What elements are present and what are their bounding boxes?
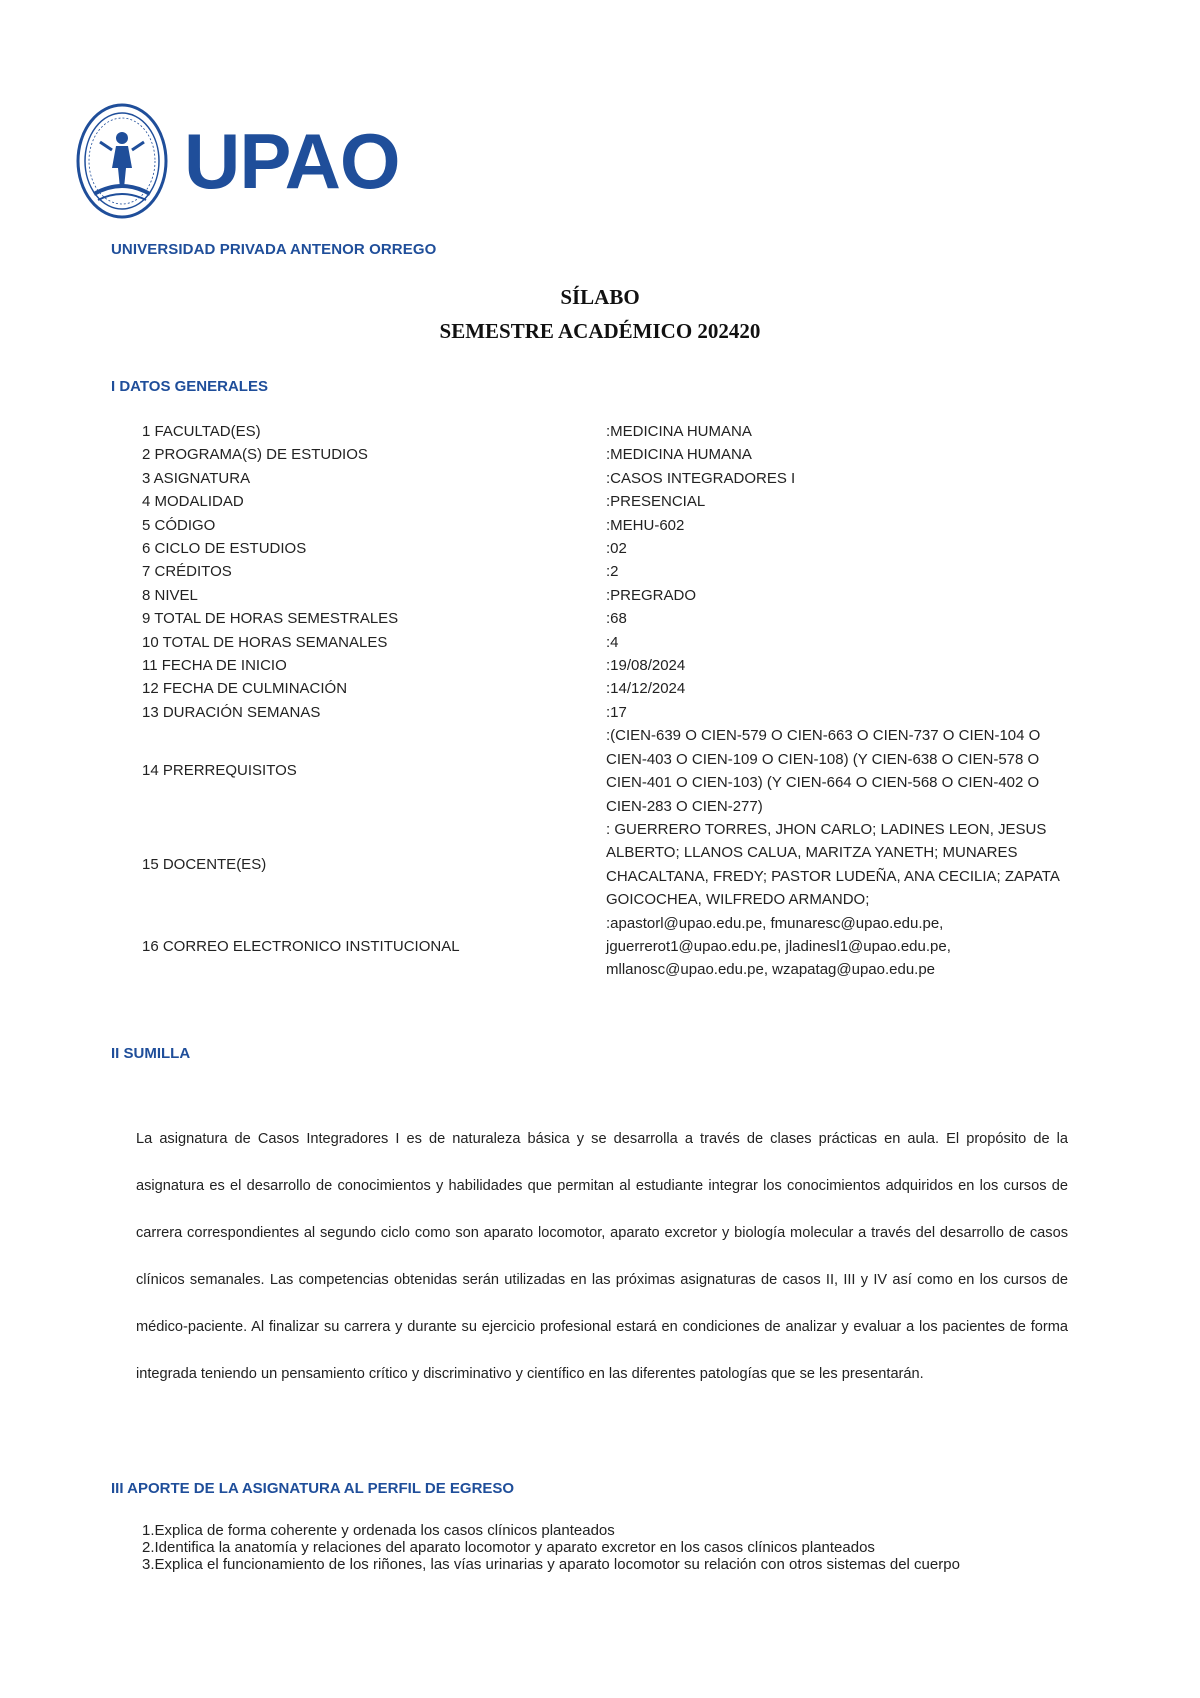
row-label: 2 PROGRAMA(S) DE ESTUDIOS (142, 446, 368, 464)
table-row (142, 654, 1082, 677)
table-row (142, 912, 1082, 982)
table-row (142, 677, 1082, 700)
row-label: 4 MODALIDAD (142, 493, 244, 511)
row-value: :4 (606, 633, 619, 651)
row-label: 5 CÓDIGO (142, 516, 216, 534)
section-heading-aporte: III APORTE DE LA ASIGNATURA AL PERFIL DE EGRESO (111, 1480, 515, 1497)
document-title (0, 280, 1200, 348)
row-label: 3 ASIGNATURA (142, 469, 251, 487)
row-label: 13 DURACIÓN SEMANAS (142, 703, 321, 721)
logo-wordmark: UPAO (184, 117, 400, 205)
row-label: 14 PRERREQUISITOS (142, 762, 297, 780)
table-row (142, 631, 1082, 654)
row-value: :68 (606, 610, 627, 628)
row-value: : GUERRERO TORRES, JHON CARLO; LADINES LEON, JESUS ALBERTO; LLANOS CALUA, MARITZA YANETH; MUNARES CHACALTANA, FREDY; PASTOR LUDEÑA, ANA CECILIA; ZAPATA GOICOCHEA, WILFREDO ARMANDO; (606, 820, 1060, 909)
row-value: :2 (606, 563, 619, 581)
row-value: :(CIEN-639 O CIEN-579 O CIEN-663 O CIEN-737 O CIEN-104 O CIEN-403 O CIEN-109 O CIEN-108) (Y CIEN-638 O CIEN-578 O CIEN-401 O CIEN-103) (Y CIEN-664 O CIEN-568 O CIEN-402 O CIEN-283 O CIEN-277) (606, 727, 1041, 815)
title-semestre: SEMESTRE ACADÉMICO 202420 (439, 319, 761, 343)
row-value: :17 (606, 703, 627, 721)
upao-logo (72, 98, 400, 224)
row-label: 7 CRÉDITOS (142, 563, 232, 581)
table-row (142, 724, 1082, 818)
university-name: UNIVERSIDAD PRIVADA ANTENOR ORREGO (111, 241, 437, 258)
table-row (142, 490, 1082, 513)
list-item: 3.Explica el funcionamiento de los riñones, las vías urinarias y aparato locomotor su relación con otros sistemas del cuerpo (142, 1556, 960, 1573)
row-label: 15 DOCENTE(ES) (142, 856, 267, 874)
row-value: :apastorl@upao.edu.pe, fmunaresc@upao.edu.pe, jguerrerot1@upao.edu.pe, jladinesl1@upao.edu.pe, mllanosc@upao.edu.pe, wzapatag@upao.edu.pe (606, 914, 951, 979)
table-row (142, 818, 1082, 912)
sumilla-paragraph: La asignatura de Casos Integradores I es de naturaleza básica y se desarrolla a través de clases prácticas en aula. El propósito de la asignatura es el desarrollo de conocimientos y habilidades que permitan al estudiante integrar los conocimientos adquiridos en los cursos de carrera correspondientes al segundo ciclo como son aparato locomotor, aparato excretor y biología molecular a través del desarrollo de casos clínicos semanales. Las competencias obtenidas serán utilizadas en las próximas asignaturas de casos II, III y IV así como en los cursos de médico-paciente. Al finalizar su carrera y durante su ejercicio profesional estará en condiciones de analizar y evaluar a los pacientes de forma integrada teniendo un pensamiento crítico y discriminativo y científico en las diferentes patologías que se les presentarán. (136, 1131, 1068, 1382)
table-row (142, 607, 1082, 630)
table-row (142, 420, 1082, 443)
row-value: :PRESENCIAL (606, 493, 706, 511)
table-row (142, 560, 1082, 583)
row-label: 12 FECHA DE CULMINACIÓN (142, 680, 348, 698)
row-label: 11 FECHA DE INICIO (142, 657, 287, 675)
table-row (142, 514, 1082, 537)
row-value: :14/12/2024 (606, 680, 686, 698)
table-row (142, 467, 1082, 490)
row-value: :02 (606, 540, 627, 558)
list-item: 2.Identifica la anatomía y relaciones del aparato locomotor y aparato excretor en los casos clínicos planteados (142, 1539, 875, 1556)
row-label: 8 NIVEL (142, 586, 198, 604)
row-label: 1 FACULTAD(ES) (142, 423, 261, 440)
row-label: 16 CORREO ELECTRONICO INSTITUCIONAL (142, 937, 460, 955)
row-value: :CASOS INTEGRADORES I (606, 469, 796, 487)
datos-generales-table (142, 420, 1082, 982)
row-label: 10 TOTAL DE HORAS SEMANALES (142, 633, 388, 651)
university-seal-icon (78, 105, 166, 217)
row-value: :19/08/2024 (606, 657, 686, 675)
section-heading-sumilla: II SUMILLA (111, 1045, 191, 1062)
title-silabo: SÍLABO (560, 285, 640, 309)
list-item: 1.Explica de forma coherente y ordenada los casos clínicos planteados (142, 1522, 615, 1539)
row-label: 6 CICLO DE ESTUDIOS (142, 540, 307, 558)
table-row (142, 584, 1082, 607)
row-value: :MEDICINA HUMANA (606, 423, 752, 440)
row-value: :MEDICINA HUMANA (606, 446, 752, 464)
table-row (142, 537, 1082, 560)
row-value: :MEHU-602 (606, 516, 685, 534)
row-label: 9 TOTAL DE HORAS SEMESTRALES (142, 610, 399, 628)
aporte-list (142, 1522, 1142, 1573)
table-row (142, 443, 1082, 466)
section-heading-datos-generales: I DATOS GENERALES (111, 378, 268, 395)
row-value: :PREGRADO (606, 586, 697, 604)
table-row (142, 701, 1082, 724)
